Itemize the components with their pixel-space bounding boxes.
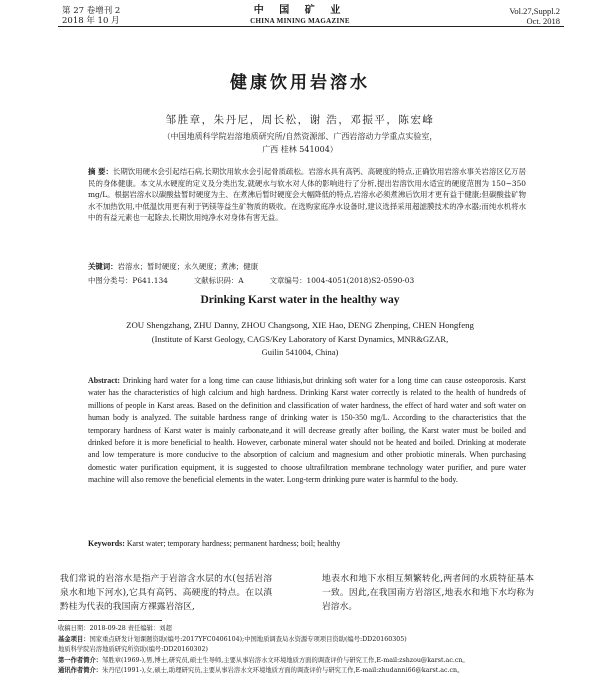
header-volume: 第 27 卷增刊 2 <box>62 6 121 16</box>
affiliation-cn-line2: 广西 桂林 541004） <box>262 145 338 154</box>
keywords-cn-text: 岩溶水；暂时硬度；永久硬度；煮沸；健康 <box>117 262 259 271</box>
keywords-en <box>88 538 526 550</box>
corresponding-text: 朱丹尼(1991-),女,硕士,助理研究员,主要从事岩溶水文环境地质方面的调查评价与研究工作,E-mail:zhudanni66@karst.ac.cn。 <box>102 667 464 675</box>
affiliation-en-line2: Guilin 541004, China) <box>261 346 339 357</box>
footnote-received: 收稿日期：2018-09-28 责任编辑：刘超 <box>58 625 172 632</box>
corresponding-label: 通讯作者简介： <box>58 667 103 675</box>
abstract-en <box>88 375 526 487</box>
header-left <box>62 6 120 26</box>
journal-name-en: CHINA MINING MAGAZINE <box>250 17 350 25</box>
classification-cn <box>88 275 526 287</box>
abstract-en-text: Drinking hard water for a long time can cause lithiasis,but drinking soft water for a long time can cause osteoporosis. Karst water has the characteristics of high calcium and high hardness. Drinking Karst water correctly is related to the health of hundreds of millions of people in Karst areas. Based on the definition and classification of water hardness, the effect of hard water and soft water on human body is analyzed. The suitable hardness range of drinking water is 150-350 mg/L. According to the characteristics that the temporary hardness of Karst water is mainly carbonate,and it will decrease greatly after boiling, the Karst water must be boiled and drinked before it is more beneficial to health. However, carbonate mineral water should not be heated and boiled. Drinking at moderate and low temperature is more conducive to the absorption of calcium and magnesium and other probiotic minerals. When purchasing domestic water purification equipment, it is suggested to choose ultrafiltration membrane technology water purifier, and pure water machine will also remove the beneficial elements in the water. Long-term drinking pure water is harmful to the body. <box>88 376 526 485</box>
footnote-first-author <box>58 656 558 667</box>
header-rule <box>58 26 564 27</box>
keywords-en-text: Karst water; temporary hardness; permanent hardness; boil; healthy <box>126 539 341 548</box>
authors-en: ZOU Shengzhang, ZHU Danny, ZHOU Changsong, XIE Hao, DENG Zhenping, CHEN Hongfeng <box>126 320 474 330</box>
header-right <box>509 6 560 26</box>
abstract-cn-label: 摘 要： <box>88 167 113 176</box>
keywords-cn-label: 关键词： <box>88 262 118 271</box>
keywords-en-label: Keywords: <box>88 539 125 548</box>
paper-title-cn: 健康饮用岩溶水 <box>230 73 370 93</box>
footnote-funding-cont: 地质科学院岩溶地质研究所资助(编号:DD20160302) <box>58 646 208 654</box>
affiliation-cn <box>0 130 600 156</box>
footnote-rule <box>58 620 162 621</box>
journal-name-cn: 中 国 矿 业 <box>253 5 347 16</box>
document-code: 文献标识码：A <box>193 276 244 285</box>
affiliation-en-line1: (Institute of Karst Geology, CAGS/Key Laboratory of Karst Dynamics, MNR&GZAR, <box>151 334 449 344</box>
header-date: 2018 年 10 月 <box>62 16 120 26</box>
abstract-cn <box>88 166 526 224</box>
article-number: 文章编号：1004-4051(2018)S2-0590-03 <box>269 276 415 285</box>
abstract-en-label: Abstract: <box>88 376 120 385</box>
authors-cn: 邹胜章，朱丹尼，周长松，谢 浩，邓振平，陈宏峰 <box>165 114 435 126</box>
footnote-funding <box>58 635 558 646</box>
abstract-cn-text: 长期饮用硬水会引起结石病,长期饮用软水会引起骨质疏松。岩溶水具有高钙、高硬度的特点,正确饮用岩溶水事关岩溶区亿万居民的身体健康。本文从水硬度的定义及分类出发,就硬水与软水对人体的影响进行了分析,提出岩溶饮用水适宜的硬度范围为 150~350 mg/L。根据岩溶水以碳酸盐暂时硬度为主、在煮沸后暂时硬度会大幅降低的特点,岩溶水必须煮沸后饮用才更有益于健康;但碳酸盐矿物水不加热饮用,中低温饮用更有利于钙镁等益生矿物质的吸收。在选购家庭净水设备时,建议选择采用超滤膜技术的净水器;而纯水机将水中的有益元素也一起除去,长期饮用纯净水对身体有害无益。 <box>88 167 526 223</box>
first-author-text: 邹胜章(1969-),男,博士,研究员,硕士生导师,主要从事岩溶水文环境地质方面的调查评价与研究工作,E-mail:zshzou@karst.ac.cn。 <box>102 656 469 664</box>
footnote-corresponding <box>58 666 558 677</box>
first-author-label: 第一作者简介： <box>58 656 103 664</box>
header-volume-en: Vol.27,Suppl.2 <box>509 6 560 16</box>
funding-label: 基金项目： <box>58 635 90 643</box>
affiliation-cn-line1: （中国地质科学院岩溶地质研究所/自然资源部、广西岩溶动力学重点实验室， <box>162 132 438 141</box>
body-column-left: 我们常说的岩溶水是指产于岩溶含水层的水(包括岩溶泉水和地下河水),它具有高钙、高硬度的特点。在以滇黔桂为代表的我国南方裸露岩溶区, <box>60 574 272 613</box>
footnotes <box>58 624 558 677</box>
paper-title-en: Drinking Karst water in the healthy way <box>200 294 400 306</box>
body-column-right: 地表水和地下水相互频繁转化,两者间的水质特征基本一致。因此,在我国南方岩溶区,地表水和地下水均称为岩溶水。 <box>322 574 534 613</box>
funding-text: 国家重点研发计划课题资助(编号:2017YFC0406104);中国地质调查局水资源专项项目资助(编号:DD20160305) <box>89 635 407 643</box>
header-journal <box>200 6 400 26</box>
clc-number: 中图分类号：P641.134 <box>88 276 168 285</box>
affiliation-en <box>0 333 600 358</box>
running-header <box>0 6 600 28</box>
keywords-cn <box>88 261 526 273</box>
header-date-en: Oct. 2018 <box>526 16 560 26</box>
